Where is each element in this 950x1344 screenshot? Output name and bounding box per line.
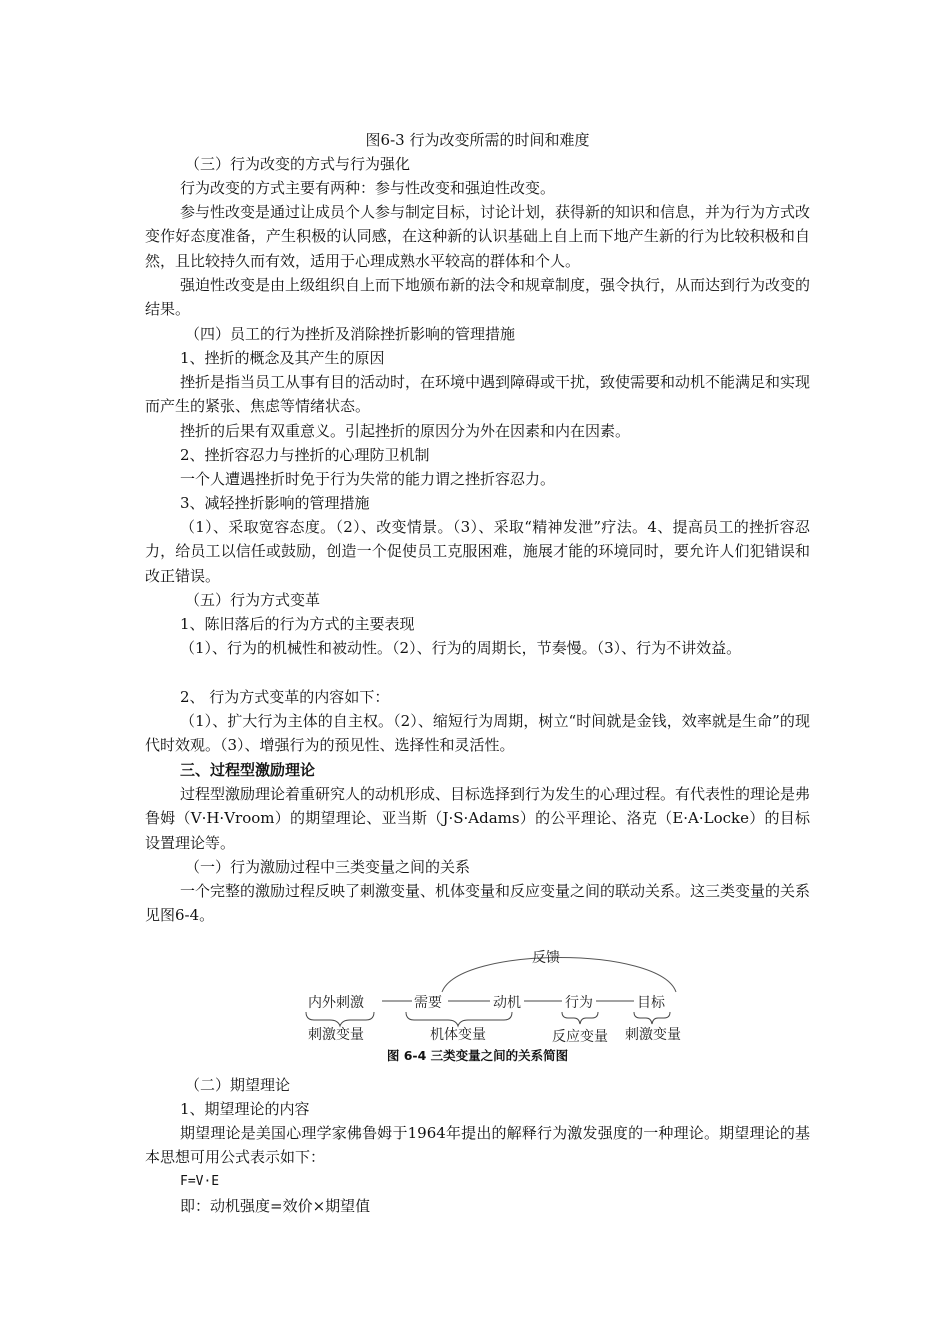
node-motive: 动机: [493, 995, 521, 1011]
figure-caption-6-4: 图 6-4 三类变量之间的关系简图: [386, 1048, 569, 1063]
item-heading: 2、 行为方式变革的内容如下：: [180, 688, 390, 706]
group-organism-variable: 机体变量: [430, 1027, 486, 1043]
section-heading: 三、过程型激励理论: [180, 761, 316, 779]
formula: F=V·E: [180, 1174, 220, 1189]
paragraph: 期望理论是美国心理学家佛鲁姆于1964年提出的解释行为激发强度的一种理论。期望理论的基本思想可用公式表示如下：: [145, 1124, 810, 1167]
node-goal: 目标: [637, 995, 665, 1011]
feedback-label: 反馈: [532, 950, 560, 966]
subsection-heading-5: （五）行为方式变革: [185, 591, 321, 609]
group-stimulus-variable: 刺激变量: [308, 1027, 364, 1043]
subsection-heading-1: （一）行为激励过程中三类变量之间的关系: [185, 858, 471, 876]
item-heading: 1、期望理论的内容: [180, 1100, 310, 1118]
paragraph: 过程型激励理论着重研究人的动机形成、目标选择到行为发生的心理过程。有代表性的理论是弗鲁姆（V·H·Vroom）的期望理论、亚当斯（J·S·Adams）的公平理论、洛克（E·A·Locke）的目标设置理论等。: [145, 785, 811, 852]
paragraph: 一个完整的激励过程反映了刺激变量、机体变量和反应变量之间的联动关系。这三类变量的关系见图6-4。: [145, 882, 811, 925]
group-response-variable: 反应变量: [552, 1029, 608, 1045]
group-stimulus-variable-2: 刺激变量: [625, 1027, 681, 1043]
variables-relationship-diagram: [300, 944, 690, 1044]
figure-caption-6-3: 图6-3 行为改变所需的时间和难度: [365, 131, 590, 149]
paragraph: （1）、采取宽容态度。（2）、改变情景。（3）、采取“精神发泄”疗法。4、提高员工的挫折容忍力，给员工以信任或鼓励，创造一个促使员工克服困难，施展才能的环境同时，要允许人们犯错误和改正错误。: [145, 518, 810, 585]
item-heading: 1、陈旧落后的行为方式的主要表现: [180, 615, 415, 633]
paragraph: 即：动机强度=效价×期望值: [180, 1197, 371, 1215]
item-heading: 2、挫折容忍力与挫折的心理防卫机制: [180, 446, 430, 464]
paragraph: 一个人遭遇挫折时免于行为失常的能力谓之挫折容忍力。: [180, 470, 556, 488]
paragraph: （1）、行为的机械性和被动性。（2）、行为的周期长，节奏慢。（3）、行为不讲效益。: [180, 639, 742, 657]
paragraph: （1）、扩大行为主体的自主权。（2）、缩短行为周期，树立“时间就是金钱，效率就是生命”的现代时效观。（3）、增强行为的预见性、选择性和灵活性。: [145, 712, 810, 755]
paragraph: 挫折的后果有双重意义。引起挫折的原因分为外在因素和内在因素。: [180, 422, 631, 440]
node-external-stimulus: 内外刺激: [308, 995, 364, 1011]
subsection-heading-4: （四）员工的行为挫折及消除挫折影响的管理措施: [185, 325, 516, 343]
paragraph: 行为改变的方式主要有两种：参与性改变和强迫性改变。: [180, 179, 556, 197]
paragraph: 参与性改变是通过让成员个人参与制定目标，讨论计划，获得新的知识和信息，并为行为方式改变作好态度准备，产生积极的认同感，在这种新的认识基础上自上而下地产生新的行为比较积极和自然，且比较持久而有效，适用于心理成熟水平较高的群体和个人。: [145, 203, 811, 270]
node-behavior: 行为: [565, 995, 593, 1011]
subsection-heading-2: （二）期望理论: [185, 1076, 291, 1094]
paragraph: 挫折是指当员工从事有目的活动时，在环境中遇到障碍或干扰，致使需要和动机不能满足和实现而产生的紧张、焦虑等情绪状态。: [145, 373, 811, 416]
subsection-heading-3: （三）行为改变的方式与行为强化: [185, 155, 411, 173]
item-heading: 1、挫折的概念及其产生的原因: [180, 349, 385, 367]
paragraph: 强迫性改变是由上级组织自上而下地颁布新的法令和规章制度，强令执行，从而达到行为改变的结果。: [145, 276, 811, 319]
node-need: 需要: [414, 995, 442, 1011]
item-heading: 3、减轻挫折影响的管理措施: [180, 494, 370, 512]
